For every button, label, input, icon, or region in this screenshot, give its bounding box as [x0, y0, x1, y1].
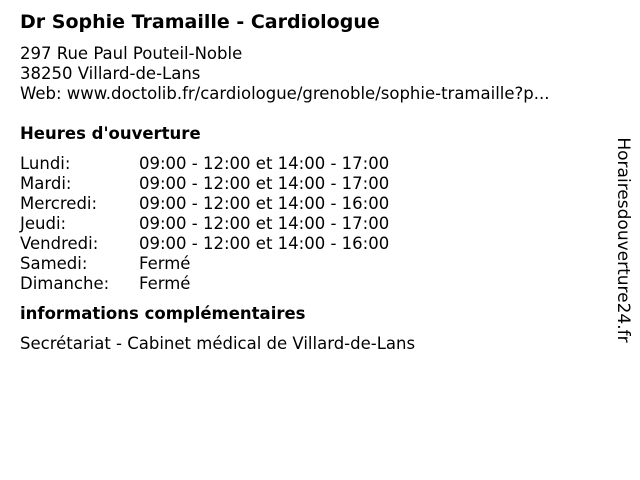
- hours-row-lundi: [20, 154, 610, 174]
- site-watermark: Horairesdouverture24.fr: [613, 137, 633, 343]
- time-value: 09:00 - 12:00 et 14:00 - 16:00: [139, 234, 390, 253]
- street-address: 297 Rue Paul Pouteil-Noble: [20, 44, 243, 63]
- time-value: Fermé: [139, 254, 191, 273]
- day-label: Jeudi:: [20, 214, 67, 233]
- hours-row-dimanche: [20, 274, 610, 294]
- hours-heading: Heures d'ouverture: [20, 124, 201, 143]
- hours-row-vendredi: [20, 234, 610, 254]
- listing-card: [20, 10, 610, 354]
- day-label: Mardi:: [20, 174, 72, 193]
- day-label: Dimanche:: [20, 274, 110, 293]
- time-value: Fermé: [139, 274, 191, 293]
- time-value: 09:00 - 12:00 et 14:00 - 17:00: [139, 174, 390, 193]
- website-link[interactable]: Web: www.doctolib.fr/cardiologue/grenoble/sophie-tramaille?p...: [20, 84, 550, 103]
- time-value: 09:00 - 12:00 et 14:00 - 17:00: [139, 154, 390, 173]
- day-label: Vendredi:: [20, 234, 99, 253]
- hours-row-jeudi: [20, 214, 610, 234]
- info-text: Secrétariat - Cabinet médical de Villard-de-Lans: [20, 334, 416, 353]
- time-value: 09:00 - 12:00 et 14:00 - 16:00: [139, 194, 390, 213]
- address-block: [20, 44, 610, 104]
- hours-table: [20, 154, 610, 294]
- city-address: 38250 Villard-de-Lans: [20, 64, 201, 83]
- info-heading: informations complémentaires: [20, 304, 306, 323]
- page-title: Dr Sophie Tramaille - Cardiologue: [20, 11, 380, 33]
- day-label: Lundi:: [20, 154, 71, 173]
- hours-row-mercredi: [20, 194, 610, 214]
- hours-row-samedi: [20, 254, 610, 274]
- hours-row-mardi: [20, 174, 610, 194]
- day-label: Mercredi:: [20, 194, 98, 213]
- time-value: 09:00 - 12:00 et 14:00 - 17:00: [139, 214, 390, 233]
- day-label: Samedi:: [20, 254, 88, 273]
